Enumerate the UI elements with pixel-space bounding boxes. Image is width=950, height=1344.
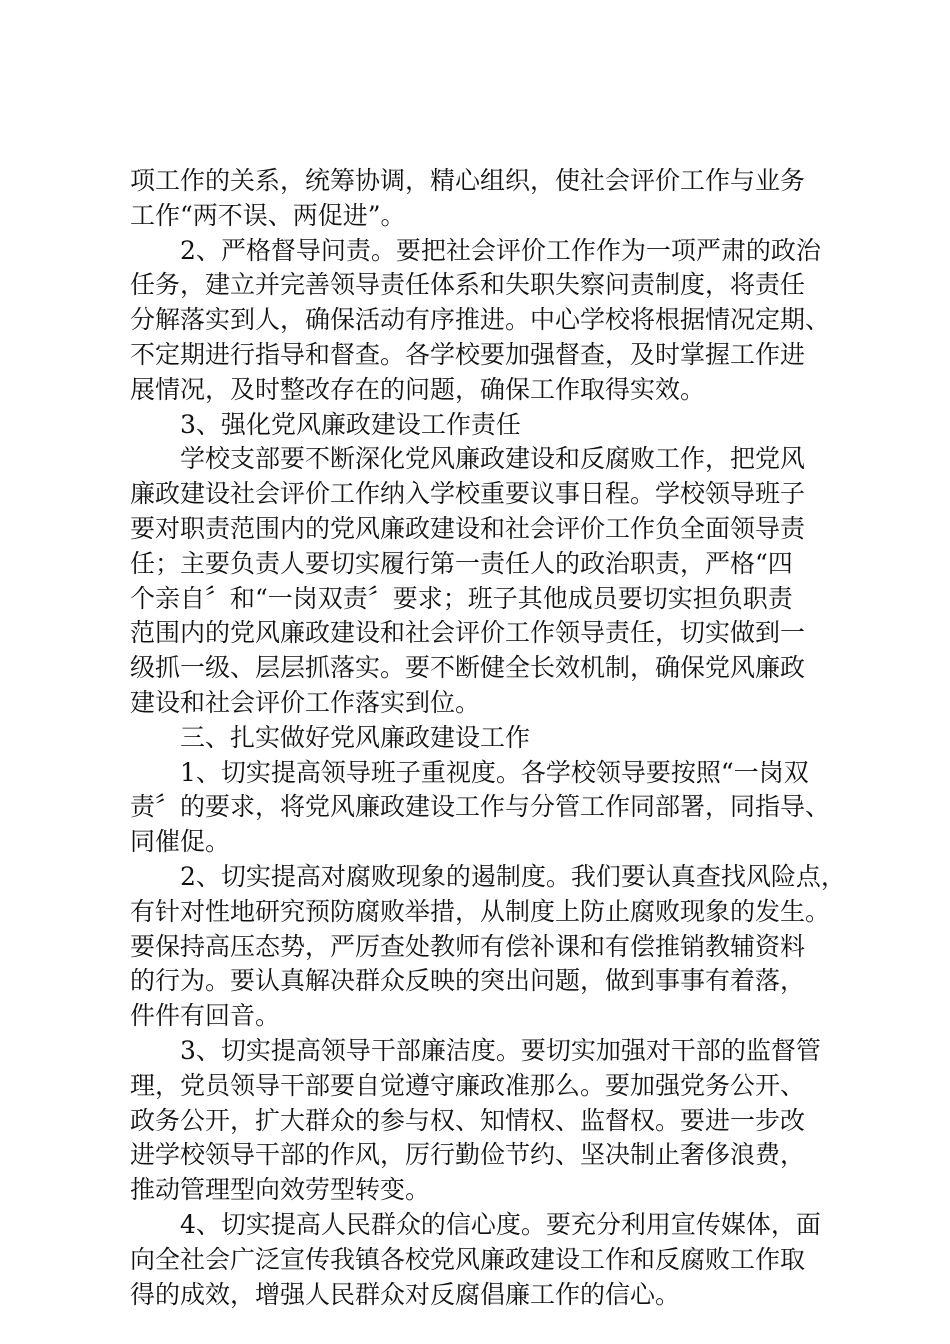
paragraph-branch-duties xyxy=(130,442,830,720)
document-body xyxy=(130,164,846,1312)
text-line: 的行为。要认真解决群众反映的突出问题，做到事事有着落， xyxy=(130,966,806,996)
section-heading-three xyxy=(130,721,830,756)
text-line: 工作“两不误、两促进”。 xyxy=(130,200,406,230)
text-line: 分解落实到人，确保活动有序推进。中心学校将根据情况定期、 xyxy=(130,305,831,335)
text-line: 件件有回音。 xyxy=(130,1001,281,1031)
text-line: 理，党员领导干部要自觉遵守廉政准那么。要加强党务公开、 xyxy=(130,1070,806,1100)
text-line: 2、切实提高对腐败现象的遏制度。我们要认真查找风险点， xyxy=(180,861,846,891)
text-line: 得的成效，增强人民群众对反腐倡廉工作的信心。 xyxy=(130,1279,681,1309)
paragraph-continuation xyxy=(130,164,830,234)
text-line: 4、切实提高人民群众的信心度。要充分利用宣传媒体，面 xyxy=(180,1209,821,1239)
text-line: 要对职责范围内的党风廉政建设和社会评价工作负全面领导责 xyxy=(130,513,806,543)
text-line: 展情况，及时整改存在的问题，确保工作取得实效。 xyxy=(130,374,706,404)
text-line: 个亲自〞和“一岗双责〞要求；班子其他成员要切实担负职责 xyxy=(130,583,793,613)
section-heading-line: 三、扎实做好党风廉政建设工作 xyxy=(180,722,531,752)
text-line: 3、切实提高领导干部廉洁度。要切实加强对干部的监督管 xyxy=(180,1035,821,1065)
text-line: 责〞的要求，将党风廉政建设工作与分管工作同部署，同指导、 xyxy=(130,792,831,822)
text-line: 政务公开，扩大群众的参与权、知情权、监督权。要进一步改 xyxy=(130,1105,806,1135)
text-line: 不定期进行指导和督查。各学校要加强督查，及时掌握工作进 xyxy=(130,339,806,369)
subheading-line: 3、强化党风廉政建设工作责任 xyxy=(180,409,521,439)
text-line: 2、严格督导问责。要把社会评价工作作为一项严肃的政治 xyxy=(180,235,821,265)
text-line: 廉政建设社会评价工作纳入学校重要议事日程。学校领导班子 xyxy=(130,479,806,509)
text-line: 范围内的党风廉政建设和社会评价工作领导责任，切实做到一 xyxy=(130,618,806,648)
paragraph-curb-corruption xyxy=(130,860,846,1034)
text-line: 向全社会广泛宣传我镇各校党风廉政建设工作和反腐败工作取 xyxy=(130,1244,806,1274)
paragraph-strict-supervision xyxy=(130,234,830,408)
text-line: 推动管理型向效劳型转变。 xyxy=(130,1175,431,1205)
text-line: 任；主要负责人要切实履行第一责任人的政治职责，严格“四 xyxy=(130,548,793,578)
text-line: 同催促。 xyxy=(130,827,231,857)
text-line: 进学校领导干部的作风，厉行勤俭节约、坚决制止奢侈浪费， xyxy=(130,1140,806,1170)
subheading-responsibility xyxy=(130,408,830,443)
text-line: 1、切实提高领导班子重视度。各学校领导要按照“一岗双 xyxy=(180,757,809,787)
text-line: 任务，建立并完善领导责任体系和失职失察问责制度，将责任 xyxy=(130,270,806,300)
text-line: 有针对性地研究预防腐败举措，从制度上防止腐败现象的发生。 xyxy=(130,896,831,926)
text-line: 学校支部要不断深化党风廉政建设和反腐败工作，把党风 xyxy=(180,444,806,474)
text-line: 级抓一级、层层抓落实。要不断健全长效机制，确保党风廉政 xyxy=(130,653,806,683)
text-line: 建设和社会评价工作落实到位。 xyxy=(130,687,481,717)
text-line: 要保持高压态势，严厉查处教师有偿补课和有偿推销教辅资料 xyxy=(130,931,806,961)
paragraph-cadre-integrity xyxy=(130,1034,830,1208)
text-line: 项工作的关系，统筹协调，精心组织，使社会评价工作与业务 xyxy=(130,166,806,195)
paragraph-public-confidence xyxy=(130,1208,830,1312)
paragraph-leadership-attention xyxy=(130,756,830,860)
